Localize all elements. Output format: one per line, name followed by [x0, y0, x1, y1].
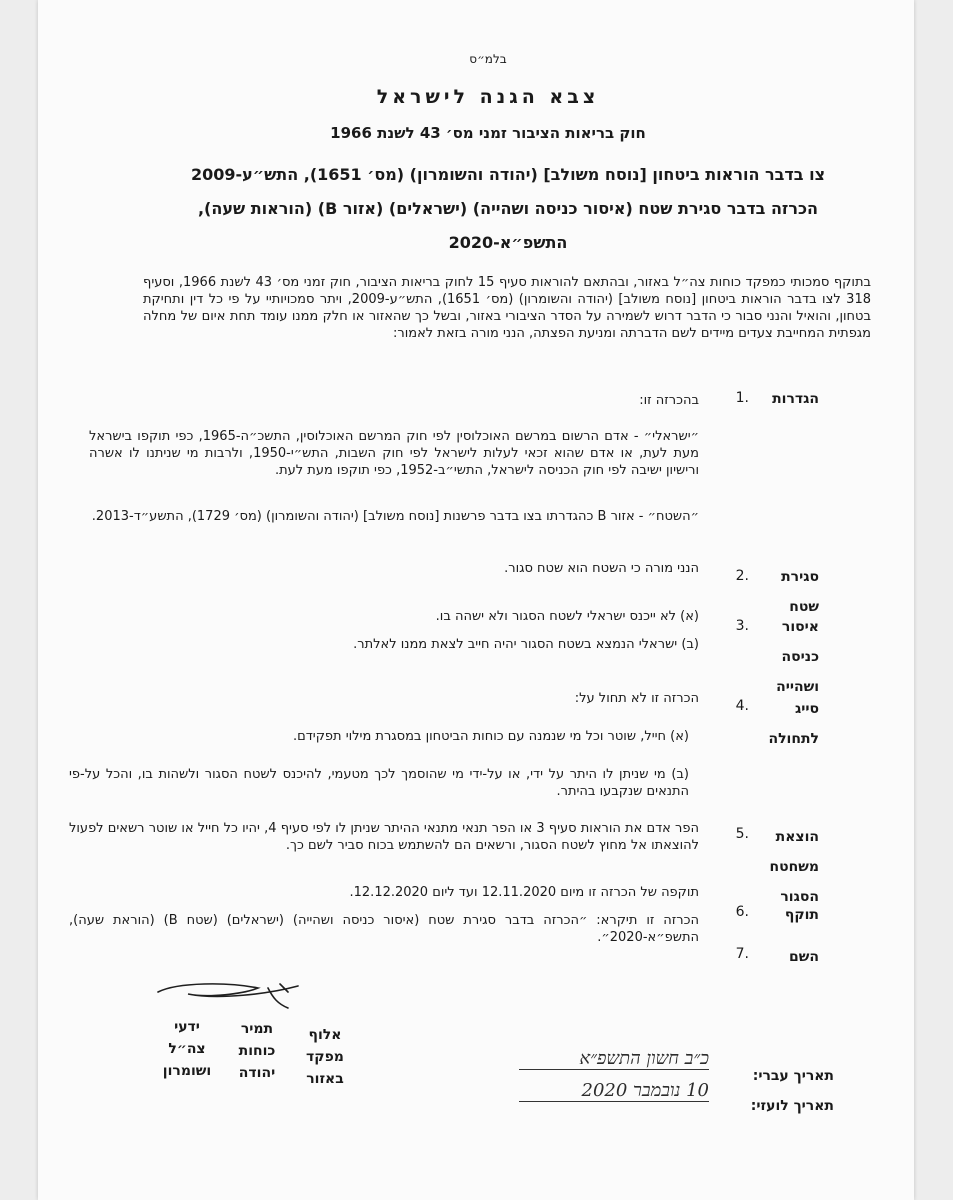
section-4-item-a: (א) חייל, שוטר וכל מי שנמנה עם כוחות הביטחון במסגרת מילוי תפקידם. — [292, 729, 689, 744]
section-2-title-line-2: שטח — [789, 599, 819, 615]
signature-col2-line-3: יהודה — [238, 1065, 276, 1081]
signature-col2-line-2: כוחות — [238, 1043, 276, 1059]
signature-col1-line-3: באזור — [306, 1071, 344, 1087]
section-3-title-line-2: כניסה — [781, 649, 819, 665]
signature-column-1 — [294, 1024, 356, 1090]
section-4-title — [749, 694, 819, 754]
title-line-3: התשפ״א-2020 — [448, 233, 568, 252]
section-7-number: 7. — [735, 946, 749, 962]
section-6-number: 6. — [735, 904, 749, 920]
signature-col1-line-2: מפקד — [306, 1049, 344, 1065]
section-6-title: תוקף — [784, 907, 819, 923]
organization-heading: צבא הגנה לישראל — [376, 86, 600, 108]
document-title — [158, 158, 858, 260]
section-5-title-line-1: הוצאת — [775, 829, 819, 845]
intro-paragraph: בתוקף סמכותי כמפקד כוחות צה״ל באזור, ובהתאם להוראות סעיף 15 לחוק בריאות הציבור, חוק זמני מס׳ 43 לשנת 1966, וסעיף 318 לצו בדבר הוראות ביטחון [נוסח משולב] (יהודה והשומרון) (מס׳ 1651), התש״ע-2009, ויתר סמכויותיי על פי כל דין ותחיקת בטחון, והואיל והנני סבור כי הדבר דרוש לשמירה על הסדר הציבורי באזור, ובשל כך שהאזור או חלק ממנו עומד תחת איום של מחלה מגפתית המחייבת צעדים מיידים לשם הדברתה ומניעת הפצתה, הנני מורה בזאת לאמור: — [143, 275, 872, 341]
section-1-lead: בהכרזה זו: — [639, 393, 699, 408]
section-5-title-line-3: הסגור — [780, 889, 819, 905]
section-5-body: הפר אדם את הוראות סעיף 3 או הפר תנאי מתנאי ההיתר שניתן לו לפי סעיף 4, יהיו כל חייל או שוטר רשאים לפעול להוצאתו אל מחוץ לשטח הסגור, ורשאים הם להשתמש בכוח סביר לשם כך. — [69, 821, 699, 853]
section-2-body: הנני מורה כי השטח הוא שטח סגור. — [504, 561, 699, 576]
title-line-2: הכרזה בדבר סגירת שטח (איסור כניסה ושהייה) (ישראלים) (אזור B) (הוראות שעה), — [197, 199, 819, 218]
section-1-definition-area: ״השטח״ - אזור B כהגדרתו בצו בדבר פרשנות [נוסח משולב] (יהודה והשומרון) (מס׳ 1729), התשע״ד-2013. — [91, 509, 699, 524]
section-2-title-line-1: סגירת — [781, 569, 819, 585]
section-1-number: 1. — [735, 390, 749, 406]
title-line-1: צו בדבר הוראות ביטחון [נוסח משולב] (יהודה והשומרון) (מס׳ 1651), התש״ע-2009 — [190, 165, 826, 184]
signature-col2-line-1: תמיר — [240, 1021, 274, 1037]
section-2-number: 2. — [735, 568, 749, 584]
hebrew-date-value: כ״ב חשון התשפ״א — [519, 1048, 709, 1070]
section-4-number: 4. — [735, 698, 749, 714]
section-5-title-line-2: משחטח — [769, 859, 819, 875]
gregorian-date-label: תאריך לועזי: — [750, 1098, 834, 1114]
section-4-title-line-2: לתחולה — [768, 731, 819, 747]
section-1-title: הגדרות — [772, 391, 819, 407]
section-3-title-line-1: איסור — [781, 619, 819, 635]
handwritten-signature — [148, 978, 308, 1018]
signature-col3-line-1: ידעי — [174, 1019, 200, 1035]
law-heading: חוק בריאות הציבור זמני מס׳ 43 לשנת 1966 — [330, 124, 646, 142]
gregorian-date-value: 10 נובמבר 2020 — [519, 1080, 709, 1102]
section-6-body: תוקפה של הכרזה זו מיום 12.11.2020 ועד ליום 12.12.2020. — [349, 885, 699, 900]
section-3-item-b: (ב) ישראלי הנמצא בשטח הסגור יהיה חייב לצאת ממנו לאלתר. — [353, 637, 699, 652]
classification-label: בלמ״ס — [469, 52, 507, 66]
document-page — [38, 0, 914, 1200]
section-5-number: 5. — [735, 826, 749, 842]
signature-column-2 — [226, 1018, 288, 1084]
section-4-title-line-1: סייג — [794, 701, 819, 717]
signature-col3-line-2: צה״ל — [168, 1041, 206, 1057]
section-3-title-line-3: ושהייה — [776, 679, 819, 695]
hebrew-date-label: תאריך עברי: — [752, 1068, 834, 1084]
section-3-item-a: (א) לא ייכנס ישראלי לשטח הסגור ולא ישהה בו. — [435, 609, 699, 624]
section-1-definition-israeli: ״ישראלי״ - אדם הרשום במרשם האוכלוסין לפי חוק המרשם האוכלוסין, התשכ״ה-1965, כפי תוקפו בישראל מעת לעת, או אדם שהוא זכאי לעלות לישראל לפי חוק השבות, התש״י-1950, ולרבות מי שניתנו לו אשרה ורישיון ישיבה לפי חוק הכניסה לישראל, התשי״ב-1952, כפי תוקפו מעת לעת. — [89, 429, 699, 478]
section-4-item-b: (ב) מי שניתן לו היתר על ידי, או על-ידי מי שהוסמך לכך מטעמי, להיכנס לשטח הסגור ולשהות בו, והכל על-פי התנאים שנקבעו בהיתר. — [69, 767, 689, 799]
section-3-number: 3. — [735, 618, 749, 634]
signature-col3-line-3: ושומרון — [162, 1063, 212, 1079]
signature-col1-line-1: אלוף — [308, 1027, 342, 1043]
section-7-body: הכרזה זו תיקרא: ״הכרזה בדבר סגירת שטח (איסור כניסה ושהייה) (ישראלים) (שטח B) (הוראת שעה), התשפ״א-2020״. — [69, 913, 700, 945]
section-3-title — [749, 612, 819, 702]
section-4-lead: הכרזה זו לא תחול על: — [574, 691, 699, 706]
signature-column-3 — [156, 1016, 218, 1082]
section-5-title — [749, 822, 819, 912]
section-7-title: השם — [789, 949, 819, 965]
